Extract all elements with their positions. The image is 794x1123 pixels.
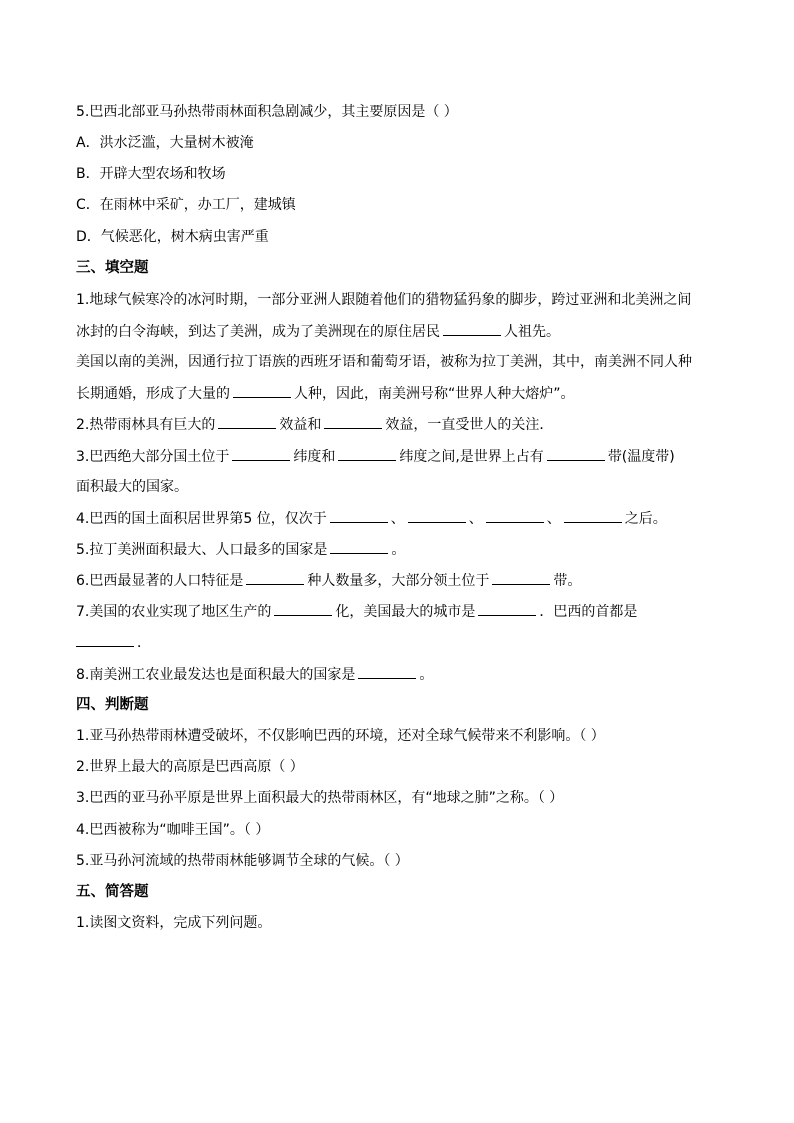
text-segment: 人种，因此，南美洲号称“世界人种大熔炉”。 [294, 386, 575, 402]
separator: 、 [468, 511, 483, 527]
separator: 、 [390, 511, 405, 527]
option-d: D．气候恶化，树木病虫害严重 [76, 229, 269, 245]
answer-blank[interactable] [218, 414, 276, 429]
section-heading-true-false: 四、判断题 [76, 697, 149, 713]
answer-blank[interactable] [324, 414, 382, 429]
option-a: A．洪水泛滥，大量树木被淹 [76, 135, 254, 151]
fill-q1-line3: 美国以南的美洲，因通行拉丁语族的西班牙语和葡萄牙语，被称为拉丁美洲，其中，南美洲不同人种 [76, 354, 692, 370]
answer-blank[interactable] [338, 446, 396, 461]
text-segment: 种人数量多，大部分领土位于 [307, 573, 490, 589]
answer-blank[interactable] [492, 570, 550, 585]
text-segment: 化，美国最大的城市是 [335, 604, 476, 620]
answer-blank[interactable] [486, 508, 544, 523]
text-segment: ．巴西的首都是 [539, 604, 638, 620]
text-segment: 带(温度带) [607, 449, 675, 465]
judge-item-3: 3.巴西的亚马孙平原是世界上面积最大的热带雨林区，有“地球之肺”之称。（ ） [76, 790, 564, 806]
fill-q3-line1 [76, 446, 728, 467]
judge-item-2: 2.世界上最大的高原是巴西高原（ ） [76, 759, 304, 775]
text-segment: 4.巴西的国土面积居世界第5 位，仅次于 [76, 511, 327, 527]
text-segment: 7.美国的农业实现了地区生产的 [76, 604, 272, 620]
option-c: C．在雨林中采矿，办工厂，建城镇 [76, 197, 296, 213]
section-heading-fill-blank: 三、填空题 [76, 260, 149, 276]
answer-blank[interactable] [330, 508, 388, 523]
short-answer-q1: 1.读图文资料，完成下列问题。 [76, 915, 272, 931]
text-segment: 8.南美洲工农业最发达也是面积最大的国家是 [76, 667, 356, 683]
separator: 、 [546, 511, 561, 527]
question-5-stem: 5.巴西北部亚马孙热带雨林面积急剧减少，其主要原因是（ ） [76, 104, 458, 120]
answer-blank[interactable] [358, 664, 416, 679]
text-segment: 带。 [553, 573, 582, 589]
answer-blank[interactable] [233, 383, 291, 398]
fill-q1-line2 [76, 321, 728, 342]
answer-blank[interactable] [274, 601, 332, 616]
text-segment: 人祖先。 [504, 324, 560, 340]
text-segment: 效益和 [279, 417, 322, 433]
text-segment: 6.巴西最显著的人口特征是 [76, 573, 244, 589]
answer-blank[interactable] [76, 632, 134, 647]
fill-q8 [76, 664, 728, 685]
fill-q2 [76, 414, 728, 435]
text-segment: 5.拉丁美洲面积最大、人口最多的国家是 [76, 542, 328, 558]
answer-blank[interactable] [408, 508, 466, 523]
fill-q7-line2 [76, 632, 728, 653]
fill-q1-line4 [76, 383, 728, 404]
text-segment: 纬度之间,是世界上占有 [399, 449, 544, 465]
fill-q1-line1: 1.地球气候寒冷的冰河时期，一部分亚洲人跟随着他们的猎物猛犸象的脚步，跨过亚洲和北美洲之间 [76, 292, 692, 308]
fill-q5 [76, 539, 728, 560]
text-segment: 长期通婚，形成了大量的 [76, 386, 230, 402]
text-segment: 之后。 [624, 511, 667, 527]
judge-item-4: 4.巴西被称为“咖啡王国”。（ ） [76, 822, 270, 838]
section-heading-short-answer: 五、简答题 [76, 884, 149, 900]
judge-item-1: 1.亚马孙热带雨林遭受破坏，不仅影响巴西的环境，还对全球气候带来不利影响。（ ） [76, 728, 605, 744]
judge-item-5: 5.亚马孙河流域的热带雨林能够调节全球的气候。（ ） [76, 853, 409, 869]
text-segment: 冰封的白令海峡，到达了美洲，成为了美洲现在的原住居民 [76, 324, 440, 340]
text-segment: 2.热带雨林具有巨大的 [76, 417, 216, 433]
answer-blank[interactable] [547, 446, 605, 461]
text-segment: 3.巴西绝大部分国土位于 [76, 449, 230, 465]
text-segment: 效益，一直受世人的关注． [385, 417, 554, 433]
fill-q6 [76, 570, 728, 591]
fill-q7-line1 [76, 601, 728, 622]
fill-q3-line2: 面积最大的国家。 [76, 479, 188, 495]
text-segment: 。 [419, 667, 434, 683]
answer-blank[interactable] [330, 539, 388, 554]
answer-blank[interactable] [443, 321, 501, 336]
text-segment: 。 [391, 542, 406, 558]
answer-blank[interactable] [564, 508, 622, 523]
text-segment: 纬度和 [293, 449, 336, 465]
answer-blank[interactable] [232, 446, 290, 461]
text-segment: ． [137, 635, 151, 651]
answer-blank[interactable] [246, 570, 304, 585]
answer-blank[interactable] [478, 601, 536, 616]
option-b: B．开辟大型农场和牧场 [76, 166, 226, 182]
fill-q4 [76, 508, 728, 529]
